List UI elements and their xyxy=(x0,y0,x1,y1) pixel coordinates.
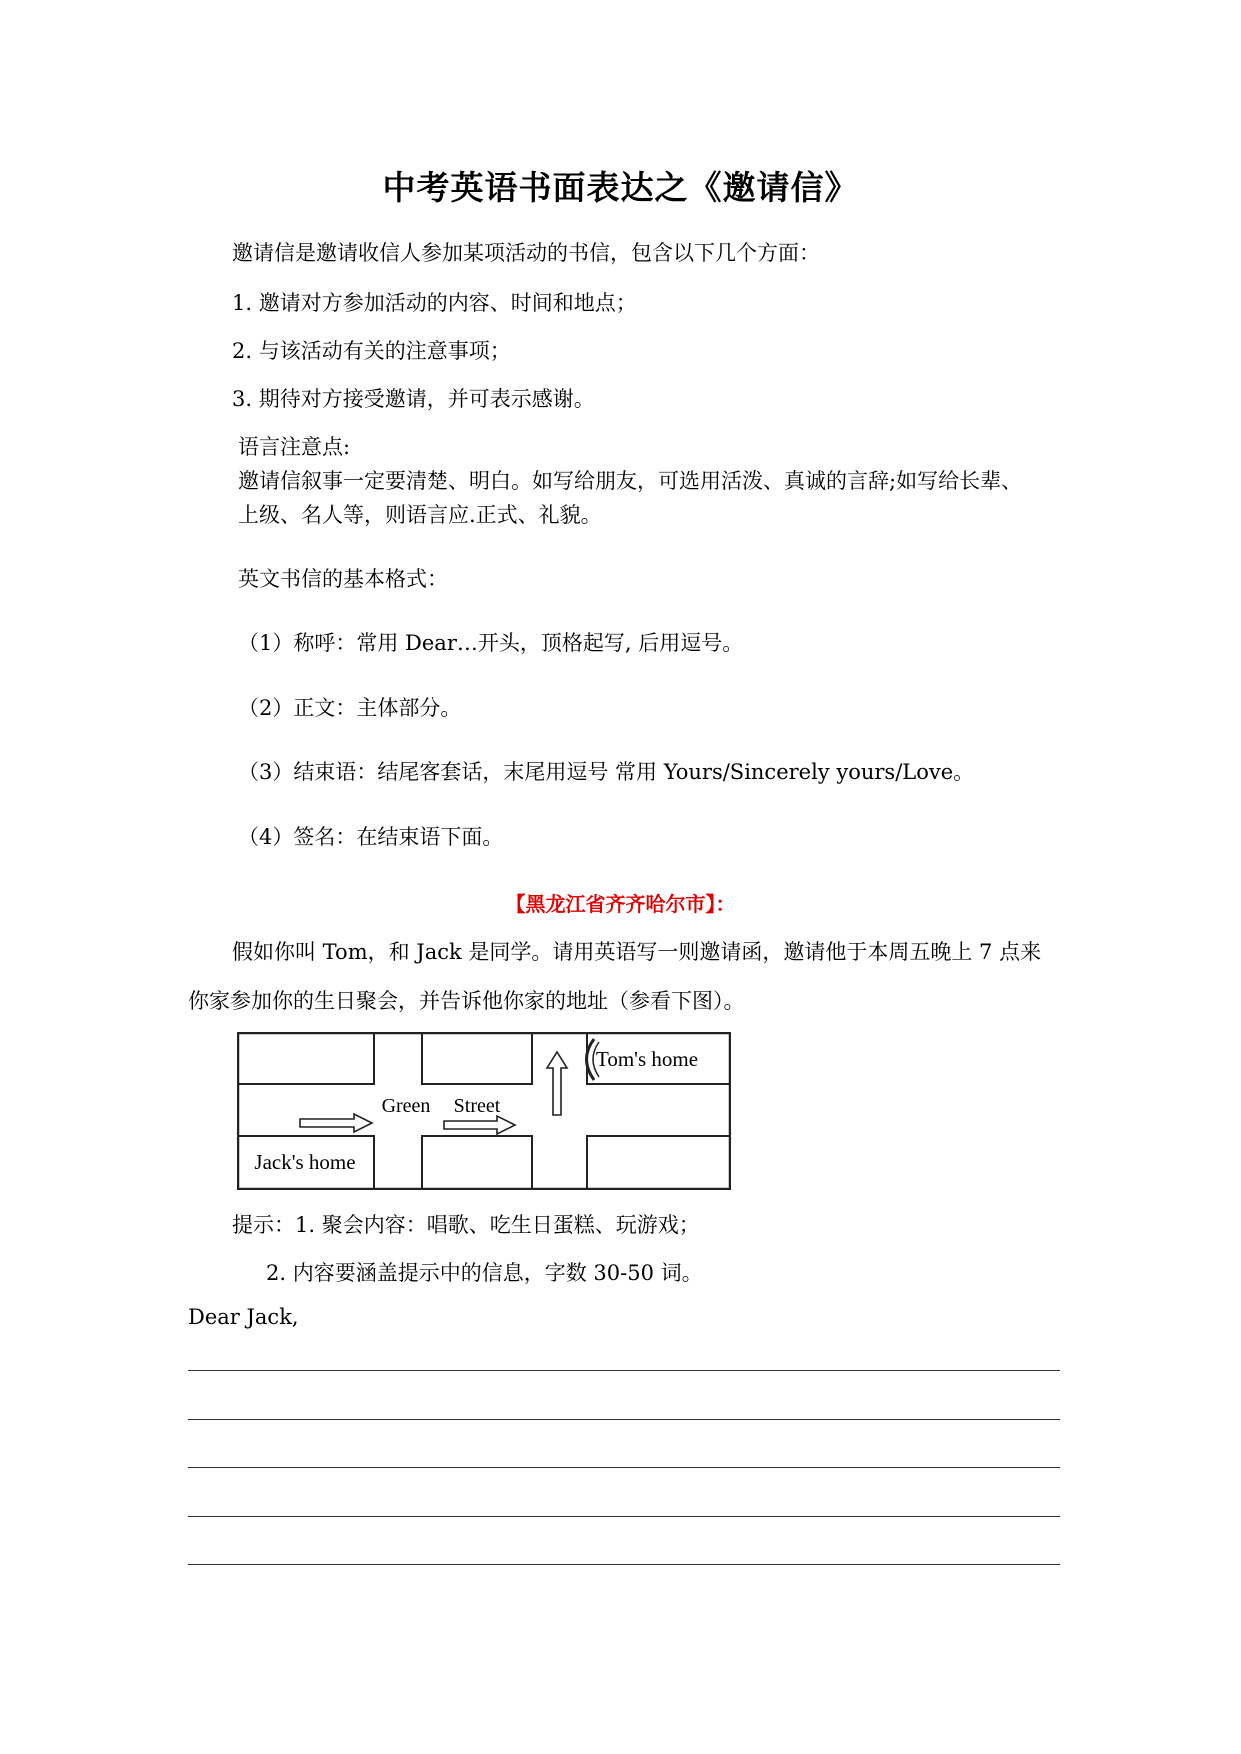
answer-line-3 xyxy=(188,1467,1060,1468)
street-map xyxy=(237,1032,731,1190)
jacks-home-label: Jack's home xyxy=(254,1150,356,1174)
intro-text: 邀请信是邀请收信人参加某项活动的书信，包含以下几个方面： xyxy=(232,241,820,265)
answer-line-2 xyxy=(188,1419,1060,1420)
point-1: 1. 邀请对方参加活动的内容、时间和地点； xyxy=(232,291,637,315)
exam-source: 【黑龙江省齐齐哈尔市】： xyxy=(505,892,736,916)
toms-home-label: Tom's home xyxy=(595,1047,699,1071)
format-item-3: （3）结束语：结尾客套话，末尾用逗号 常用 Yours/Sincerely yours/Love。 xyxy=(238,760,975,784)
hint-1: 提示：1. 聚会内容：唱歌、吃生日蛋糕、玩游戏； xyxy=(232,1213,700,1237)
language-notes-line-1: 邀请信叙事一定要清楚、明白。如写给朋友，可选用活泼、真诚的言辞;如写给长辈、 xyxy=(238,469,1023,493)
task-line-2: 你家参加你的生日聚会，并告诉他你家的地址（参看下图）。 xyxy=(188,989,745,1013)
street-label-street: Street xyxy=(453,1095,501,1117)
answer-line-5 xyxy=(188,1564,1060,1565)
answer-line-1 xyxy=(188,1370,1060,1371)
page-title: 中考英语书面表达之《邀请信》 xyxy=(382,168,859,207)
format-item-2: （2）正文：主体部分。 xyxy=(238,696,462,720)
point-3: 3. 期待对方接受邀请，并可表示感谢。 xyxy=(232,387,595,411)
task-line-1: 假如你叫 Tom，和 Jack 是同学。请用英语写一则邀请函，邀请他于本周五晚上 7 点来 xyxy=(232,940,1042,964)
street-label-green: Green xyxy=(381,1095,431,1117)
format-item-1: （1）称呼：常用 Dear…开头，顶格起写, 后用逗号。 xyxy=(238,631,744,655)
format-item-4: （4）签名：在结束语下面。 xyxy=(238,825,504,849)
language-notes-heading: 语言注意点: xyxy=(238,435,351,459)
point-2: 2. 与该活动有关的注意事项； xyxy=(232,339,511,363)
language-notes-line-2: 上级、名人等，则语言应.正式、礼貌。 xyxy=(238,503,602,527)
hint-2: 2. 内容要涵盖提示中的信息，字数 30-50 词。 xyxy=(266,1261,703,1285)
salutation: Dear Jack, xyxy=(188,1305,299,1329)
answer-line-4 xyxy=(188,1516,1060,1517)
format-heading: 英文书信的基本格式： xyxy=(238,567,448,591)
